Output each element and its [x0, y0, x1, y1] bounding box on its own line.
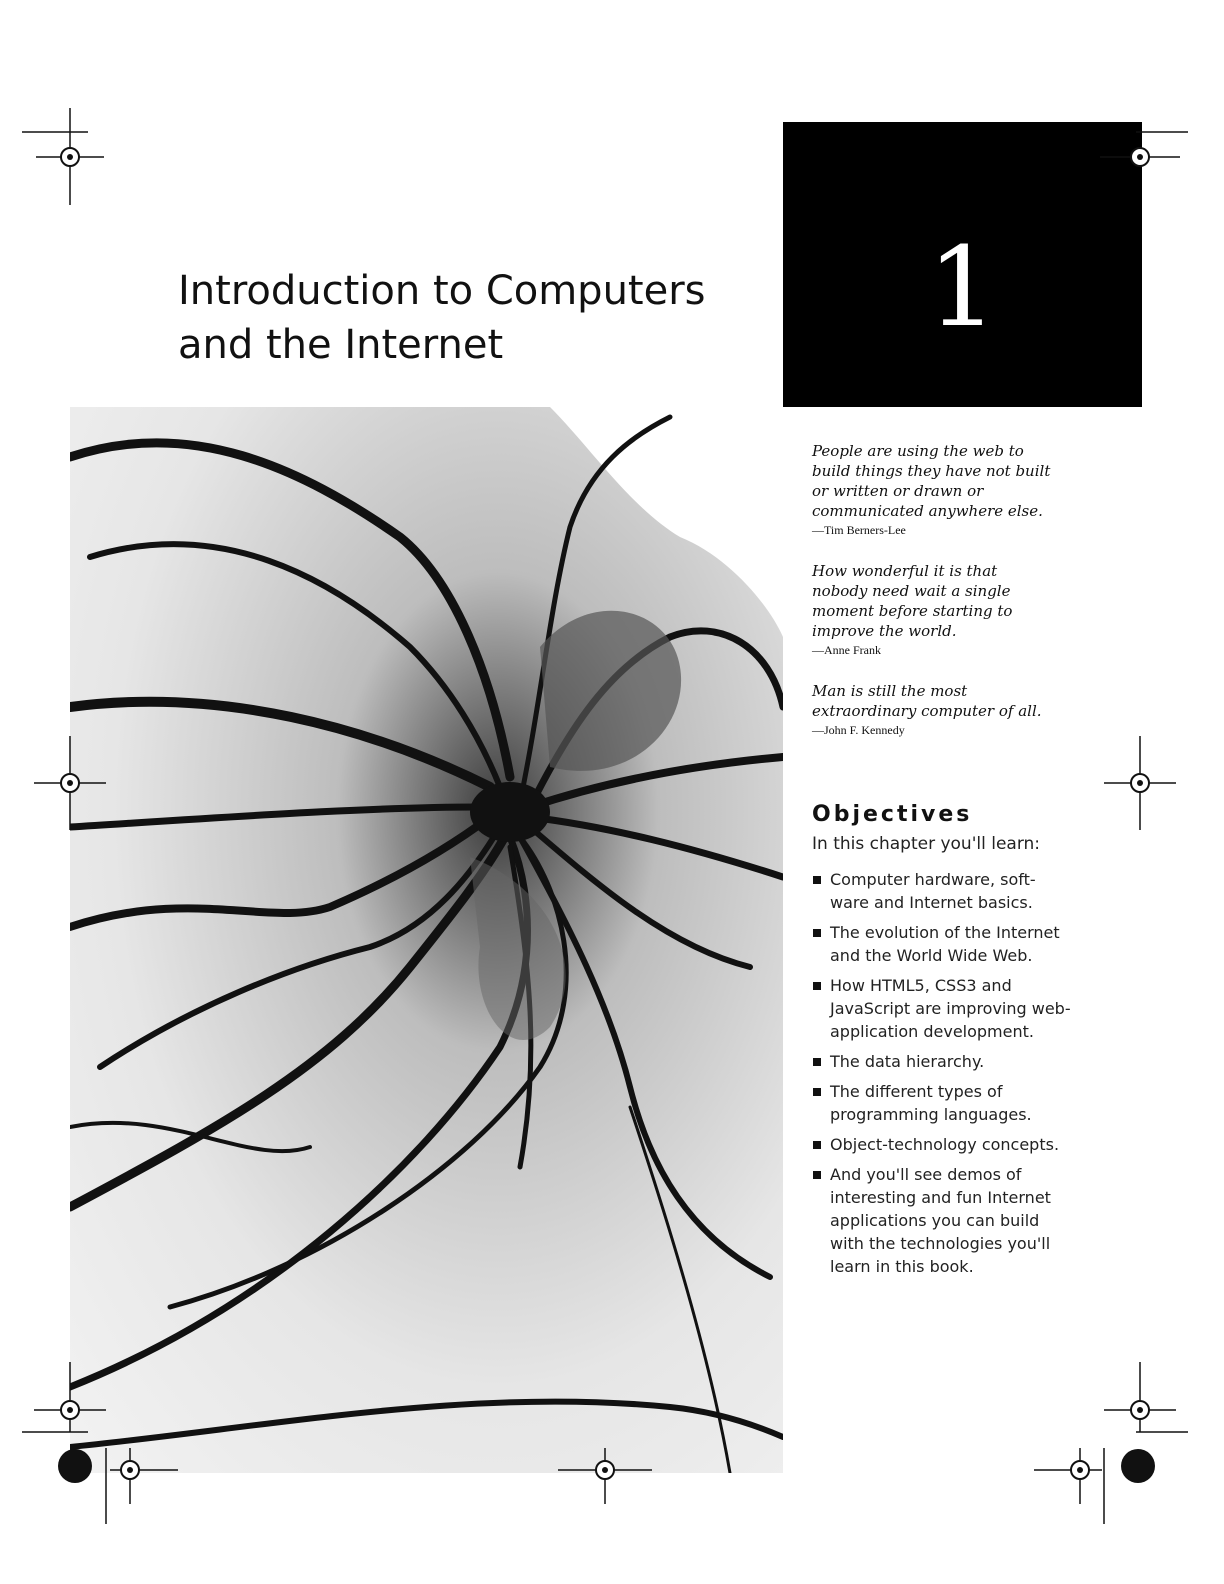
quote-author: —John F. Kennedy: [812, 723, 905, 737]
list-item-line: The data hierarchy.: [830, 1052, 985, 1071]
quote-line: improve the world.: [812, 622, 957, 640]
color-bar-dot-icon: [1121, 1449, 1155, 1483]
list-item-line: JavaScript are improving web-: [830, 999, 1071, 1018]
list-item-line: interesting and fun Internet: [830, 1188, 1051, 1207]
list-item-line: applications you can build: [830, 1211, 1040, 1230]
list-item-line: application development.: [830, 1022, 1034, 1041]
quote-author: —Anne Frank: [812, 643, 881, 657]
list-item-line: ware and Internet basics.: [830, 893, 1033, 912]
quote-line: People are using the web to: [812, 442, 1024, 460]
list-item-line: learn in this book.: [830, 1257, 974, 1276]
quote-line: build things they have not built: [812, 462, 1051, 480]
quote-line: communicated anywhere else.: [812, 502, 1043, 520]
list-item-line: and the World Wide Web.: [830, 946, 1033, 965]
list-item-line: programming languages.: [830, 1105, 1032, 1124]
chapter-title-line-2: and the Internet: [178, 322, 504, 368]
quote-line: How wonderful it is that: [812, 562, 998, 580]
list-item-line: And you'll see demos of: [830, 1165, 1022, 1184]
quote-line: nobody need wait a single: [812, 582, 1011, 600]
list-item-line: Computer hardware, soft-: [830, 870, 1036, 889]
quote-line: or written or drawn or: [812, 482, 984, 500]
list-item-line: The evolution of the Internet: [830, 923, 1060, 942]
chapter-title-line-1: Introduction to Computers: [178, 268, 706, 314]
list-item-line: The different types of: [830, 1082, 1003, 1101]
objectives-heading: Objectives: [812, 802, 973, 827]
quote-line: Man is still the most: [812, 682, 968, 700]
chapter-number: 1: [927, 223, 998, 351]
list-item-line: How HTML5, CSS3 and: [830, 976, 1012, 995]
quote-line: extraordinary computer of all.: [812, 702, 1042, 720]
list-item-line: Object-technology concepts.: [830, 1135, 1060, 1154]
color-bar-dot-icon: [58, 1449, 92, 1483]
quote-author: —Tim Berners-Lee: [812, 523, 906, 537]
list-item-line: with the technologies you'll: [830, 1234, 1051, 1253]
quote-line: moment before starting to: [812, 602, 1013, 620]
objectives-intro: In this chapter you'll learn:: [812, 834, 1041, 854]
